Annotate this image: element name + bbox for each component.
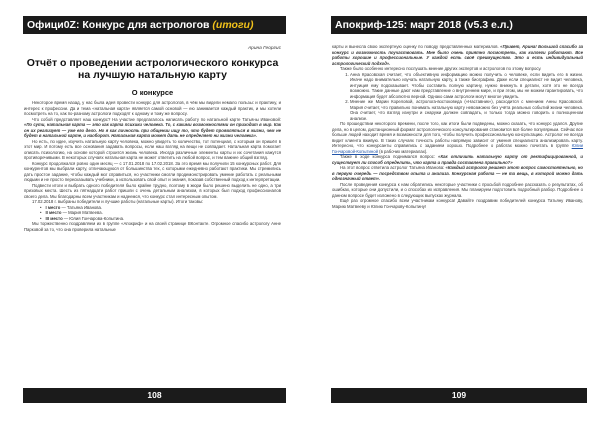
section-heading: О конкурсе bbox=[131, 87, 174, 97]
article-title: Отчёт о проведении астрологического конкурса на лучшую натальную карту bbox=[26, 56, 279, 81]
paragraph: Подвести итоги и выбрать одного победителя было крайне трудно, поэтому в жюри было решено выделить не одно, а три призовых места. Шесть из пятнадцати работ пришли с очень детальным анализом, в которых был подход профессионалов своего дела. Мы благодарны всем участникам и надеемся, что конкурс стал интересным опытом. bbox=[24, 182, 281, 199]
page-number-right: 109 bbox=[331, 388, 587, 403]
paragraph-quote bbox=[332, 154, 583, 165]
paragraph-tail: (в рабочих материалах). bbox=[378, 148, 428, 154]
opinion-item: 1. Анна Красовская считает, что объективную информацию можно получить о человеке, если видеть его в жизни. Иначе надо внимательно изучать натальную карту, а также биографию. Даже если специалист не видит человека, интуиция ему подсказывает. Чтобы составить полную картину, нужно вникнуть в детали, хотя это не всегда возможно. Такие данные дают нам представление о внутреннем мире, и при этом, мы не можем гарантировать, что информация будет абсолютно верной. Однако сами астрологи могут многое увидеть. bbox=[350, 72, 583, 100]
left-page-header bbox=[23, 16, 286, 34]
paragraph: Ещё раз огромное спасибо всем участникам конкурса! Давайте поздравим победителей конкурса Татьяну Иванову, Марию Матвееву и Юлию Гончарову-Копытину! bbox=[332, 198, 583, 209]
paragraph: Конкурс продолжался ровно один месяц — с 17.01.2018 по 17.02.2018. За это время мы получили 15 конкурсных работ. Для конкурентов мы выбрали карту, отличающуюся от большинства тех, с которыми ежедневно работают практики. Мы стремились дать простое задание, чтобы каждый мог справиться, но участники смогли продемонстрировать умение работать с реальными людьми и не просто пересказывать учебники, а использовать свой опыт и знания, показав собственный подход к интерпретации. bbox=[24, 160, 281, 182]
quote-text: «Как отличить натальную карту от ректифицированной, и существует ли способ определить, что карта и правда составлена правильно?» bbox=[332, 154, 583, 165]
quote-text: «Привет, Арина! Большой спасибо за конкурс и возможность поучаствовать. Мне было очень приятно посмотреть, как коллеги работают. Все работы хорошие и профессиональные. У каждой есть своё преимущество. Это и есть индивидуальный астрологический подход». bbox=[332, 44, 583, 66]
paragraph: 17.02.2018 г. выбраны победители и лучшие работы (натальные карты). Итоги таковы: bbox=[32, 199, 204, 204]
winner-name: — Татьяна Иванова. bbox=[60, 204, 103, 210]
paragraph: Но есть, по идее, изучить натальную карту человека, можно увидеть то количество, тот потенциал, с которым он пришёл в этот мир. И потому есть все основания задавать вопросы, если наш взгляд на вещи не совпадает. Натальная карта помогает описать психологию, на основе которой строится жизнь человека. Иногда различные элементы карты и их сочетания кажутся противоречивыми. В некоторых случаях натальная карта не может ответить на любой вопрос, и тем важнее общий взгляд. bbox=[24, 138, 281, 160]
left-column bbox=[24, 44, 281, 232]
expert-opinions-list bbox=[332, 72, 583, 122]
article-author: Арина Георгис bbox=[247, 46, 281, 51]
header-tag: (итоги) bbox=[212, 19, 254, 31]
page-number-left: 108 bbox=[23, 388, 286, 403]
winner-name: — Юлия Гончарова-Копытина. bbox=[62, 215, 125, 221]
right-page bbox=[300, 0, 600, 424]
paragraph: Некоторое время назад, у нас была идея провести конкурс для астрологов, в чём мы видели немало пользы: и практику, и интерес к профессии. Да и тема «натальная карта» является самой основой — ею занимается каждый практик, и мы хотели посмотреть на то, как по-разному астрологи подходят к одному и тому же вопросу. bbox=[24, 100, 281, 116]
quote-text: «По сути, натальная карта — это как карта психики человека. То, с какими возможностями он приходит в мир. Как он их реализует — уже его дело. Но я как личность при общении ищу то, что будет проявляться в жизни, чем не будет в натальной карте, и наоборот. Натальная карта может дать не определяет ни жизни человека». bbox=[24, 122, 281, 138]
paragraph-quote bbox=[24, 117, 281, 139]
right-column bbox=[332, 44, 583, 209]
paragraph bbox=[332, 44, 583, 66]
paragraph-text: По прошедствии некоторого времени, после того, как итоги были подведены, можно сказать, что конкурс удался. Другие дела, но в целом, дистанционный формат астрологического консультирования становится всё более популярным. Сейчас все больше людей находит время и возможности для того, чтобы получить профессиональную консультацию. Астролог не всегда видит клиента вживую. В таких случаях точность работы напрямую зависит от умения специалиста анализировать карту. Интересно, что конкурсанты справились с заданием хорошо. Подробнее о работах можно почитать в группе bbox=[332, 121, 583, 148]
group-link[interactable]: Юлии Гончаровой-Копытиной bbox=[332, 143, 583, 154]
paragraph-quote bbox=[332, 165, 583, 182]
paragraph-lead: На этот вопрос ответила астролог Татьяна Иванова: bbox=[340, 165, 446, 170]
paragraph-lead: карты и вынесла свою экспертную оценку по поводу представленных материалов. bbox=[332, 44, 499, 49]
header-title: Офици0Z: Конкурс для астрологов bbox=[27, 19, 213, 31]
paragraph: Мы торжественно поздравляем их в группе «Апокриф» и на своей странице ВКонтакте. Огромное спасибо астрологу Анне Парковой за то, что она проверила натальные bbox=[24, 221, 281, 232]
winners-list bbox=[24, 205, 281, 222]
paragraph: Также было особенно интересно послушать мнение других экспертов и астрологов по этому вопросу. bbox=[340, 66, 542, 71]
paragraph-lead: Что собой представляет наш конкурс? На участие предлагалось написать работу по натальной карте Татьяны Ивановой: bbox=[32, 116, 281, 122]
winner-name: — Мария Матвеева. bbox=[61, 210, 103, 215]
paragraph: После проведения конкурса к нам обратились некоторые участники с просьбой подробнее рассказать о результатах, об ошибках, которые они допустили, и о способах их исправления. Мы планируем подготовить подробный разбор. Подробнее о данном вопросе будет изложено в следующих выпусках журнала. bbox=[332, 181, 583, 198]
opinion-item: 2. Мнение же Марии Кореловой, астролога-востоковеда («Наставник»), расходится с мнением Анны Красовской. Мария считает, что правильно понимать натальную карту невозможно без учёта реальных событий жизни человека. Она считает, что взгляд изнутри и снаружи должен совпадать, и только тогда можно говорить о полноценном анализе. bbox=[350, 99, 583, 121]
winner-place: II место bbox=[45, 210, 62, 215]
paragraph-lead: Также в ходе конкурса поднимался вопрос: bbox=[340, 154, 439, 159]
paragraph bbox=[332, 121, 583, 154]
right-page-header: Апокриф-125: март 2018 (v5.3 е.л.) bbox=[331, 16, 587, 34]
quote-text: «Каждый астролог решает этот вопрос самостоятельно, но в первую очередь — посредством опыта и анализа. Конкурсная работа — не та вещь, в которой можно дать однозначный ответ». bbox=[332, 165, 583, 181]
winner-place: III место bbox=[45, 215, 63, 221]
winner-place: I место bbox=[45, 204, 61, 210]
